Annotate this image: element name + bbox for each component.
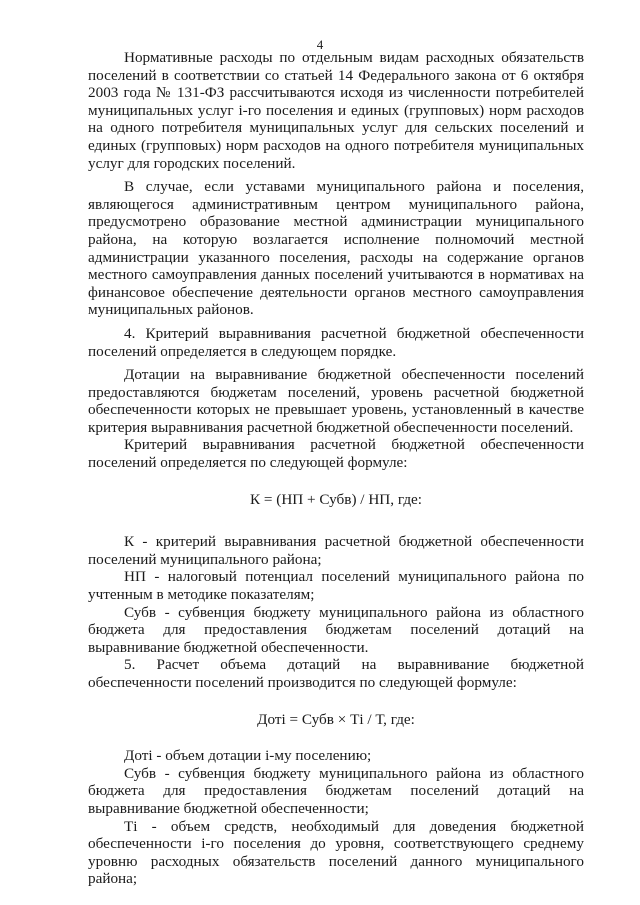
formula-subsidy: Дотi = Субв × Тi / Т, где: [257, 710, 415, 728]
definition-np: НП - налоговый потенциал поселений муниципального района по учтенным в методике показателям; [88, 568, 584, 604]
formula-criterion: К = (НП + Субв) / НП, где: [249, 490, 423, 508]
definition-dot: Дотi - объем дотации i-му поселению; [124, 747, 372, 765]
definition-subv: Субв - субвенция бюджету муниципального района из областного бюджета для предоставления бюджетам поселений дотаций на выравнивание бюджетной обеспеченности. [88, 603, 584, 656]
definition-k: К - критерий выравнивания расчетной бюджетной обеспеченности поселений муниципального района; [88, 533, 584, 568]
document-body [88, 49, 584, 888]
page-number: 4 [316, 37, 324, 52]
paragraph-administration-case: В случае, если уставами муниципального района и поселения, являющегося административным центром муниципального района, предусмотрено образование местной администрации муниципального района, на которую возлагается исполнение полномочий местной администрации указанного поселения, расходы на содержание органов местного самоуправления данных поселений учитываются в нормативах на финансовое обеспечение деятельности органов местного самоуправления муниципальных районов. [88, 178, 584, 319]
paragraph-normative-expenses: Нормативные расходы по отдельным видам расходных обязательств поселений в соответствии со статьей 14 Федерального закона от 6 октября 2003 года № 131-ФЗ рассчитываются исходя из численности потребителей муниципальных услуг i-го поселения и единых (групповых) норм расходов на одного потребителя муниципальных услуг для сельских поселений и единых (групповых) норм расходов на одного потребителя муниципальных услуг для городских поселений. [88, 49, 584, 172]
paragraph-section-4: 4. Критерий выравнивания расчетной бюджетной обеспеченности поселений определяется в следующем порядке. [88, 324, 584, 360]
definition-subv-2: Субв - субвенция бюджету муниципального района из областного бюджета для предоставления бюджетам поселений дотаций на выравнивание бюджетной обеспеченности; [88, 764, 584, 817]
definition-ti: Тi - объем средств, необходимый для доведения бюджетной обеспеченности i-го поселения до уровня, соответствующего среднему уровню расходных обязательств поселений данного муниципального района; [88, 817, 584, 888]
paragraph-subsidies: Дотации на выравнивание бюджетной обеспеченности поселений предоставляются бюджетам поселений, уровень расчетной бюджетной обеспеченности которых не превышает уровень, установленный в качестве критерия выравнивания расчетной бюджетной обеспеченности поселений. [88, 366, 584, 436]
paragraph-criterion-intro: Критерий выравнивания расчетной бюджетной обеспеченности поселений определяется по следующей формуле: [88, 436, 584, 472]
paragraph-section-5: 5. Расчет объема дотаций на выравнивание бюджетной обеспеченности поселений производится по следующей формуле: [88, 656, 584, 691]
